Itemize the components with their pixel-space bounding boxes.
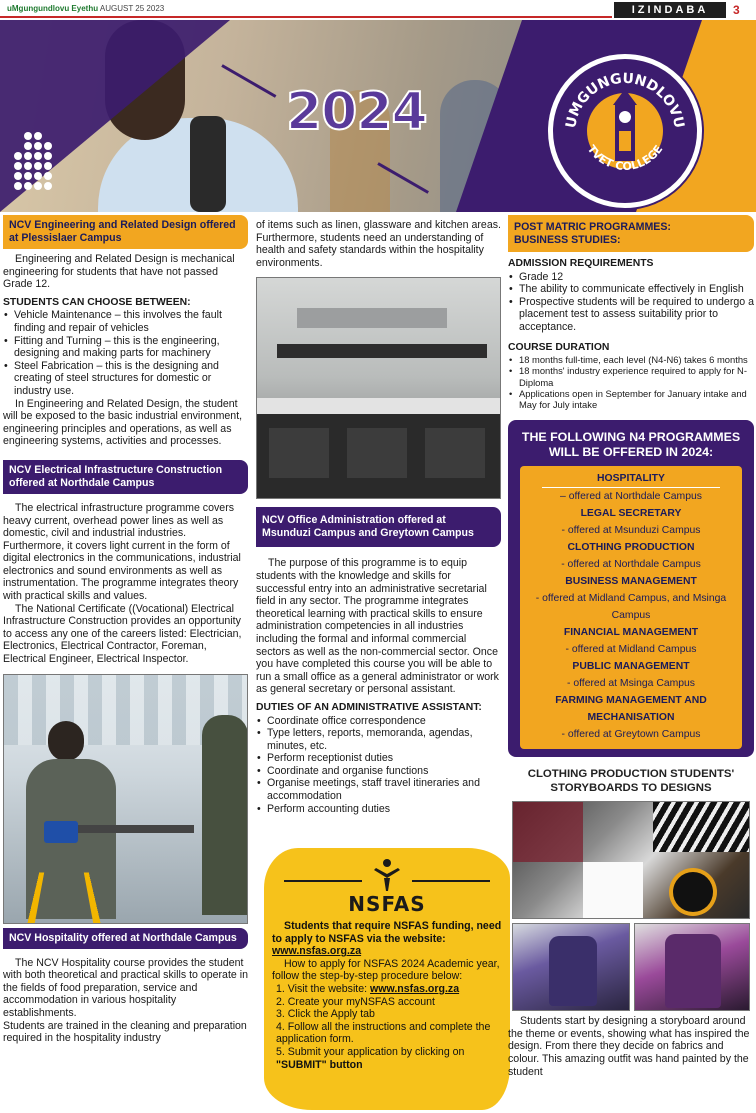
n4-campus: - offered at Msinga Campus [566, 678, 696, 690]
step-text: 1. Visit the website: [276, 982, 371, 995]
outfit-photos [512, 923, 750, 1011]
n4-programme: PUBLIC MANAGEMENT [572, 661, 690, 673]
nsfas-step-2: 2. Create your myNSFAS account [276, 995, 435, 1008]
nsfas-website-link[interactable]: www.nsfas.org.za [272, 945, 362, 958]
logo-top-text: UMGUNGUNDLOVU [563, 70, 687, 130]
logo-bottom-text: TVET COLLEGE [584, 142, 666, 174]
nsfas-logo-text: NSFAS [348, 892, 426, 916]
n4-programme: HOSPITALITY [597, 473, 665, 485]
hospitality-heading: NCV Hospitality offered at Northdale Campus [3, 928, 248, 949]
n4-programme: BUSINESS MANAGEMENT [565, 576, 697, 588]
nsfas-logo-rule [284, 880, 362, 882]
hospitality-paragraph-1: The NCV Hospitality course provides the student with both theoretical and practical skills to operate in the fields of food preparation, service and accommodation in various hospitality establishments. [3, 956, 248, 1019]
nsfas-step-1 [272, 983, 504, 996]
storyboard-title: CLOTHING PRODUCTION STUDENTS' STORYBOARDS TO DESIGNS [527, 768, 735, 795]
n4-programme: FARMING MANAGEMENT AND MECHANISATION [555, 695, 707, 724]
list-item: • Coordinate office correspondence [256, 715, 501, 728]
list-item: • Vehicle Maintenance – this involves the fault finding and repair of vehicles [3, 309, 248, 334]
admission-list [508, 271, 754, 334]
masthead-brand-line [7, 4, 164, 13]
nsfas-howto: How to apply for NSFAS 2024 Academic year, follow the step-by-step procedure below: [272, 957, 500, 983]
hero-banner [0, 20, 756, 212]
college-logo-graphic [553, 59, 697, 203]
column-3 [508, 215, 754, 1078]
list-item: • Grade 12 [508, 271, 754, 284]
post-matric-heading-line-1: POST MATRIC PROGRAMMES: [514, 221, 671, 233]
list-item: • 18 months' industry experience required to apply for N-Diploma [508, 365, 754, 387]
nsfas-step-5 [272, 1046, 504, 1071]
hospitality-continued: of items such as linen, glassware and kitchen areas. Furthermore, students need an understanding of health and safety standards within the hospitality environments. [256, 219, 501, 269]
choose-heading: STUDENTS CAN CHOOSE BETWEEN: [3, 296, 191, 308]
page-number: 3 [733, 3, 740, 17]
column-1 [3, 215, 248, 1045]
hospitality-kitchen-photo [256, 277, 501, 499]
list-item: • Perform accounting duties [256, 803, 501, 816]
electrical-heading: NCV Electrical Infrastructure Construction offered at Northdale Campus [3, 460, 248, 494]
hero-year: 2024 [286, 82, 427, 142]
admission-heading: ADMISSION REQUIREMENTS [508, 258, 654, 269]
electrical-students-photo [3, 674, 248, 924]
list-item: • Steel Fabrication – this is the designing and creating of steel structures for domestic or industry use. [3, 360, 248, 398]
n4-programme: LEGAL SECRETARY [580, 508, 682, 520]
post-matric-heading-line-2: BUSINESS STUDIES: [514, 234, 621, 246]
list-item: • 18 months full-time, each level (N4-N6) takes 6 months [508, 354, 754, 365]
nsfas-text [272, 920, 504, 1071]
list-item: • Type letters, reports, memoranda, agendas, minutes, etc. [256, 727, 501, 752]
n4-campus: – offered at Northdale Campus [560, 491, 702, 503]
list-item: • Fitting and Turning – this is the engineering, designing and making parts for machinery [3, 335, 248, 360]
issue-date: AUGUST 25 2023 [99, 4, 165, 13]
duration-heading: COURSE DURATION [508, 341, 610, 353]
electrical-paragraph-2: The National Certificate ((Vocational) Electrical Infrastructure Construction provides an opportunity to access any one of the careers listed: Electrician, Electronics, Electrical Contractor, Foreman, Electrical Engineer, Electrical Inspector. [3, 602, 242, 666]
n4-campus: - offered at Northdale Campus [561, 559, 701, 571]
engineering-heading: NCV Engineering and Related Design offered at Plessislaer Campus [3, 215, 248, 249]
nsfas-logo [264, 858, 510, 916]
choose-list [3, 309, 248, 397]
nsfas-figure-icon [372, 858, 402, 892]
college-logo [548, 54, 702, 208]
nsfas-step-4: 4. Follow all the instructions and complete the application form. [276, 1020, 491, 1046]
nsfas-box [264, 848, 510, 1110]
storyboard-photo [512, 801, 750, 919]
n4-campus: - offered at Greytown Campus [561, 729, 701, 741]
dot-pattern [14, 132, 60, 196]
engineering-intro: Engineering and Related Design is mechanical engineering for students that have not passed Grade 12. [3, 253, 235, 291]
list-item: • Applications open in September for January intake and May for July intake [508, 388, 754, 410]
section-tag: IZINDABA [614, 2, 726, 18]
duration-list [508, 354, 754, 410]
step-text: 5. Submit your application by clicking on [276, 1045, 465, 1058]
office-admin-body: The purpose of this programme is to equip students with the knowledge and skills for successful entry into an administrative secretarial field in any sector. The programme integrates theoretical learning with practical skills to ensure administration competencies in all industries including the formal and informal commercial sectors as well as the non-commercial sector. Once you have completed this course you will be able to run a small office as a general administrator or work as general secretary or personal assistant. [256, 557, 499, 696]
list-item: • Coordinate and organise functions [256, 765, 501, 778]
column-2 [256, 215, 501, 815]
duties-list [256, 715, 501, 816]
electrical-paragraph-1: The electrical infrastructure programme covers heavy current, overhead power lines as well as domestic, civil and industrial industries. Furthermore, it covers light current in the form of digital electronics in the communications, industrial electronics and sound environments as well as instrumentation. The programme integrates theory with practical skills and values. [3, 501, 241, 603]
office-admin-heading: NCV Office Administration offered at Msunduzi Campus and Greytown Campus [256, 507, 501, 547]
list-item: • Prospective students will be required to undergo a placement test to assess suitability prior to acceptance. [508, 296, 754, 334]
submit-button-label: "SUBMIT" button [276, 1058, 363, 1071]
post-matric-heading [508, 215, 754, 252]
n4-list [520, 466, 742, 749]
engineering-body: In Engineering and Related Design, the student will be exposed to the basic industrial environment, engineering principles and operations, as well as engineering systems, activities and processes. [3, 397, 243, 448]
masthead [0, 0, 756, 20]
masthead-rule [0, 16, 612, 18]
nsfas-step-link[interactable]: www.nsfas.org.za [370, 982, 460, 995]
storyboard-caption: Students start by designing a storyboard around the theme or events, showing what has inspired the design. From there they decide on fabrics and colour. This amazing outfit was hand painted by the student [508, 1015, 750, 1078]
outfit-photo [512, 923, 630, 1011]
list-item: • Organise meetings, staff travel itineraries and accommodation [256, 777, 501, 802]
duties-heading: DUTIES OF AN ADMINISTRATIVE ASSISTANT: [256, 701, 482, 713]
n4-campus: - offered at Midland Campus, and Msinga Campus [535, 593, 727, 622]
nsfas-logo-rule [412, 880, 490, 882]
n4-programme: FINANCIAL MANAGEMENT [563, 627, 699, 639]
n4-title: THE FOLLOWING N4 PROGRAMMES WILL BE OFFERED IN 2024: [521, 430, 741, 460]
list-item: • The ability to communicate effectively in English [508, 283, 754, 296]
nsfas-step-3: 3. Click the Apply tab [276, 1008, 375, 1021]
n4-campus: - offered at Midland Campus [565, 644, 697, 656]
n4-programme: CLOTHING PRODUCTION [567, 542, 695, 554]
hospitality-paragraph-2: Students are trained in the cleaning and preparation required in the hospitality industry [3, 1019, 247, 1045]
n4-programmes-panel [508, 420, 754, 757]
outfit-photo [634, 923, 750, 1011]
n4-campus: - offered at Msunduzi Campus [561, 525, 701, 537]
nsfas-lead: Students that require NSFAS funding, need to apply to NSFAS via the website: [272, 920, 502, 945]
list-item: • Perform receptionist duties [256, 752, 501, 765]
publication-name: uMgungundlovu Eyethu [7, 4, 99, 13]
